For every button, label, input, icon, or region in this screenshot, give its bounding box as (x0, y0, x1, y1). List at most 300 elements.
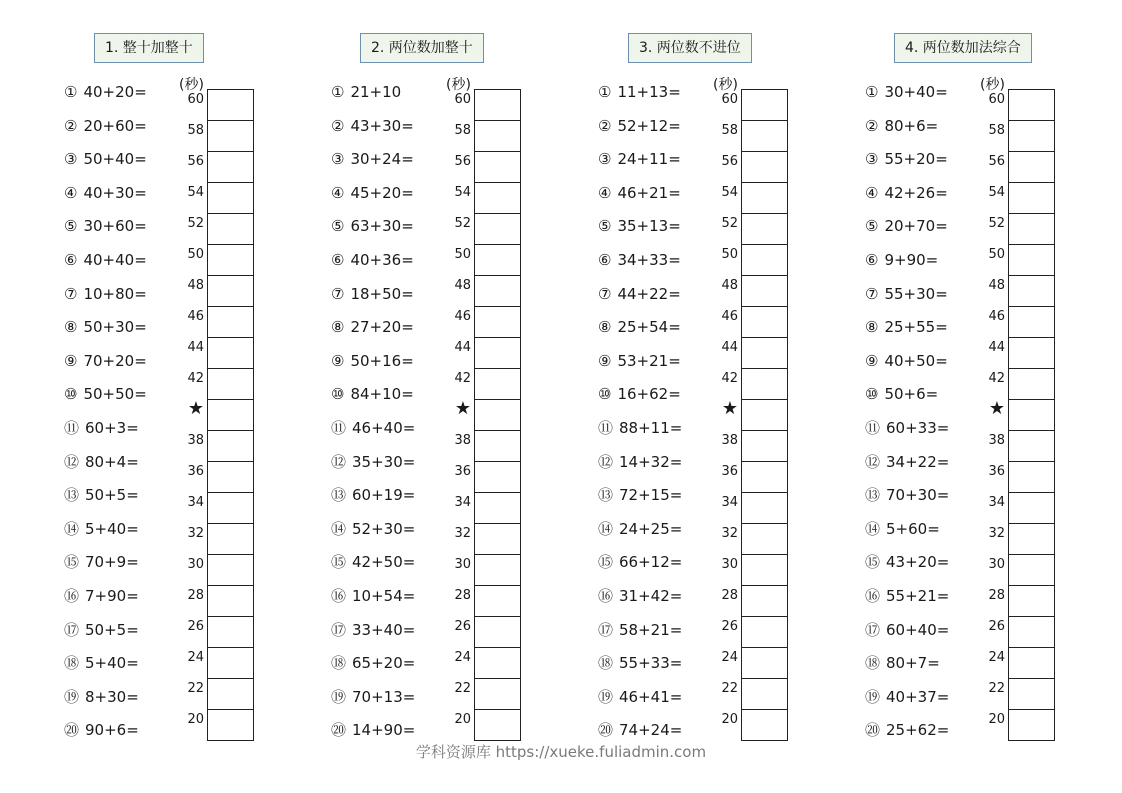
timer-box-cell (742, 152, 787, 183)
problem-expression: 70+30= (886, 486, 950, 505)
problem-expression: 40+36= (350, 251, 414, 269)
time-tick-label: 42 (988, 371, 1005, 386)
problem-number: ⑭ (865, 519, 881, 538)
timer-box-column (207, 89, 254, 741)
problem-row (64, 552, 139, 572)
time-tick-label: 46 (988, 309, 1005, 324)
time-tick-label: 54 (721, 185, 738, 200)
time-tick-label: 46 (721, 309, 738, 324)
problem-expression: 46+40= (352, 419, 416, 437)
problem-number: ⑰ (331, 620, 347, 639)
time-tick-label: 42 (187, 371, 204, 386)
problem-number: ⑰ (598, 620, 614, 639)
problem-row (865, 149, 948, 169)
problem-expression: 50+40= (83, 150, 147, 169)
problem-row (331, 485, 415, 505)
timer-box-cell (475, 679, 520, 710)
time-tick-label: 26 (187, 619, 204, 634)
problem-row (64, 149, 147, 169)
time-tick-label: 24 (988, 650, 1005, 665)
timer-box-cell (742, 710, 787, 741)
problem-expression: 20+70= (884, 217, 948, 236)
timer-box-cell (475, 338, 520, 369)
timer-box-cell (208, 90, 253, 121)
problem-row (64, 384, 147, 404)
problem-row (865, 452, 949, 472)
time-tick-label: 46 (454, 309, 471, 324)
problem-expression: 5+40= (85, 654, 139, 673)
timer-box-cell (208, 710, 253, 741)
problem-expression: 30+24= (350, 150, 414, 169)
problem-expression: 46+41= (619, 687, 683, 706)
timer-box-cell (475, 121, 520, 152)
time-tick-label: 22 (988, 681, 1005, 696)
timer-box-cell (208, 679, 253, 710)
problem-row (331, 653, 415, 673)
problem-expression: 46+21= (617, 183, 681, 202)
problem-row (865, 552, 949, 572)
time-tick-label: 32 (454, 526, 471, 541)
timer-box-cell (1009, 648, 1054, 679)
problem-expression: 42+26= (884, 183, 948, 202)
section-title: 1. 整十加整十 (94, 33, 204, 63)
problem-expression: 80+4= (85, 452, 139, 471)
problem-row (865, 284, 948, 304)
problem-expression: 43+20= (886, 553, 950, 572)
time-tick-label: 38 (988, 433, 1005, 448)
timer-box-cell (208, 307, 253, 338)
timer-box-cell (475, 431, 520, 462)
problem-expression: 50+6= (884, 385, 939, 404)
time-tick-label: 44 (454, 340, 471, 355)
star-marker-icon: ★ (721, 398, 738, 419)
problem-number: ⑰ (865, 620, 881, 639)
problem-number: ⑧ (331, 318, 345, 337)
time-tick-label: 50 (454, 247, 471, 262)
time-tick-label: 54 (988, 185, 1005, 200)
time-tick-label: 32 (187, 526, 204, 541)
time-tick-label: 52 (454, 216, 471, 231)
problem-row (64, 250, 147, 270)
problem-number: ⑦ (331, 284, 345, 303)
problem-number: ⑳ (598, 721, 614, 740)
problem-row (598, 317, 681, 337)
problem-row (865, 687, 949, 707)
problem-number: ⑦ (865, 284, 879, 303)
problem-row (331, 452, 415, 472)
problem-expression: 7+90= (85, 587, 139, 605)
problem-expression: 11+13= (617, 83, 681, 101)
problem-expression: 63+30= (350, 217, 414, 236)
problem-expression: 14+90= (352, 721, 416, 740)
problem-number: ④ (598, 183, 612, 202)
timer-box-cell (475, 524, 520, 555)
problem-expression: 45+20= (350, 183, 414, 202)
problem-number: ⑯ (64, 587, 80, 605)
problem-row (598, 351, 681, 371)
timer-box-cell (208, 245, 253, 276)
problem-row (598, 284, 681, 304)
problem-row (64, 485, 139, 505)
time-tick-label: 50 (988, 247, 1005, 262)
timer-box-cell (1009, 245, 1054, 276)
section-addition-tens (64, 0, 324, 760)
problem-number: ⑧ (64, 318, 78, 337)
problem-number: ⑩ (331, 385, 345, 404)
time-tick-label: 28 (988, 588, 1005, 603)
problem-row (64, 586, 139, 606)
problem-number: ⑥ (865, 251, 879, 269)
timer-box-cell (1009, 400, 1054, 431)
timer-box-cell (742, 431, 787, 462)
timer-box-column (474, 89, 521, 741)
timer-box-cell (475, 214, 520, 245)
problem-expression: 33+40= (352, 620, 416, 639)
problem-expression: 55+33= (619, 654, 683, 673)
problem-number: ⑱ (331, 654, 347, 673)
time-tick-label: 42 (721, 371, 738, 386)
problem-number: ⑯ (865, 587, 881, 605)
problem-row (865, 116, 938, 136)
timer-box-cell (208, 276, 253, 307)
problem-row (331, 82, 401, 102)
problem-row (598, 485, 682, 505)
time-tick-label: 36 (454, 464, 471, 479)
time-tick-label: 50 (187, 247, 204, 262)
problem-row (598, 586, 682, 606)
time-tick-label: 56 (454, 154, 471, 169)
timer-box-cell (742, 369, 787, 400)
problem-number: ③ (865, 150, 879, 169)
timer-box-cell (1009, 555, 1054, 586)
section-title: 4. 两位数加法综合 (894, 33, 1032, 63)
problem-expression: 60+3= (85, 419, 139, 437)
time-tick-label: 58 (454, 123, 471, 138)
problem-number: ⑨ (598, 351, 612, 370)
time-tick-label: 58 (187, 123, 204, 138)
timer-box-cell (1009, 710, 1054, 741)
problem-row (64, 351, 147, 371)
problem-row (331, 149, 414, 169)
problem-row (331, 351, 414, 371)
problem-number: ⑧ (865, 318, 879, 337)
timer-box-cell (475, 245, 520, 276)
timer-box-cell (1009, 369, 1054, 400)
problem-expression: 55+20= (884, 150, 948, 169)
time-tick-label: 60 (721, 92, 738, 107)
problem-expression: 30+60= (83, 217, 147, 236)
section-title: 3. 两位数不进位 (628, 33, 752, 63)
problem-number: ⑬ (64, 486, 80, 505)
problem-expression: 42+50= (352, 553, 416, 572)
seconds-unit-label: (秒) (446, 77, 471, 93)
problem-row (64, 620, 139, 640)
problem-expression: 50+30= (83, 318, 147, 337)
time-tick-label: 24 (187, 650, 204, 665)
problem-number: ⑫ (865, 452, 881, 471)
problem-row (598, 519, 682, 539)
problem-expression: 50+5= (85, 620, 139, 639)
problem-row (865, 82, 948, 102)
timer-box-cell (1009, 183, 1054, 214)
section-two-digit-no-carry (598, 0, 858, 760)
section-title: 2. 两位数加整十 (360, 33, 484, 63)
timer-box-cell (208, 493, 253, 524)
problem-number: ⑭ (331, 519, 347, 538)
timer-box-cell (1009, 493, 1054, 524)
timer-box-cell (475, 90, 520, 121)
problem-expression: 16+62= (617, 385, 681, 404)
problem-row (865, 351, 948, 371)
problem-expression: 30+40= (884, 83, 948, 101)
time-tick-label: 30 (187, 557, 204, 572)
time-tick-label: 58 (721, 123, 738, 138)
time-tick-label: 34 (721, 495, 738, 510)
problem-row (331, 586, 415, 606)
time-tick-label: 24 (721, 650, 738, 665)
problem-expression: 18+50= (350, 284, 414, 303)
problem-row (865, 519, 940, 539)
time-tick-label: 52 (187, 216, 204, 231)
problem-number: ④ (865, 183, 879, 202)
problem-number: ⑱ (598, 654, 614, 673)
problem-number: ⑨ (865, 351, 879, 370)
problem-expression: 60+40= (886, 620, 950, 639)
timer-box-cell (475, 369, 520, 400)
problem-row (598, 82, 681, 102)
problem-expression: 35+30= (352, 452, 416, 471)
problem-number: ⑳ (64, 721, 80, 740)
time-tick-label: 36 (721, 464, 738, 479)
problem-expression: 60+33= (886, 419, 950, 437)
problem-number: ⑫ (64, 452, 80, 471)
problem-expression: 80+6= (884, 116, 939, 135)
problem-row (865, 418, 949, 438)
seconds-unit-label: (秒) (980, 77, 1005, 93)
problem-number: ② (865, 116, 879, 135)
time-tick-label: 28 (454, 588, 471, 603)
problem-row (331, 519, 415, 539)
timer-box-cell (475, 462, 520, 493)
timer-box-cell (475, 183, 520, 214)
time-tick-label: 20 (187, 712, 204, 727)
problem-number: ⑲ (865, 687, 881, 706)
problem-number: ⑪ (331, 419, 347, 437)
problem-expression: 25+54= (617, 318, 681, 337)
problem-number: ⑥ (331, 251, 345, 269)
problem-row (64, 183, 147, 203)
star-marker-icon: ★ (187, 398, 204, 419)
timer-box-cell (742, 276, 787, 307)
time-tick-label: 60 (187, 92, 204, 107)
problem-row (865, 586, 949, 606)
timer-box-cell (742, 648, 787, 679)
problem-number: ⑮ (331, 553, 347, 572)
problem-number: ② (598, 116, 612, 135)
problem-expression: 31+42= (619, 587, 683, 605)
problem-expression: 10+80= (83, 284, 147, 303)
time-tick-label: 20 (721, 712, 738, 727)
time-tick-label: 30 (721, 557, 738, 572)
problem-number: ⑬ (865, 486, 881, 505)
time-tick-label: 26 (454, 619, 471, 634)
timer-box-cell (475, 617, 520, 648)
time-tick-label: 54 (187, 185, 204, 200)
problem-row (598, 149, 681, 169)
problem-expression: 58+21= (619, 620, 683, 639)
problem-row (865, 720, 949, 740)
problem-row (598, 653, 682, 673)
problem-expression: 65+20= (352, 654, 416, 673)
time-tick-label: 54 (454, 185, 471, 200)
problem-number: ⑨ (64, 351, 78, 370)
problem-expression: 8+30= (85, 687, 139, 706)
problem-row (64, 216, 147, 236)
problem-number: ⑩ (64, 385, 78, 404)
problem-number: ④ (64, 183, 78, 202)
timer-box-cell (742, 90, 787, 121)
problem-number: ⑩ (598, 385, 612, 404)
problem-number: ⑲ (64, 687, 80, 706)
problem-number: ⑤ (598, 217, 612, 236)
timer-box-cell (1009, 617, 1054, 648)
timer-box-cell (1009, 524, 1054, 555)
problem-expression: 21+10 (350, 83, 402, 101)
problem-row (64, 418, 139, 438)
time-tick-label: 44 (988, 340, 1005, 355)
problem-expression: 5+40= (85, 519, 139, 538)
problem-number: ⑪ (598, 419, 614, 437)
timer-box-cell (742, 400, 787, 431)
problem-number: ③ (64, 150, 78, 169)
problem-row (331, 418, 415, 438)
time-tick-label: 48 (988, 278, 1005, 293)
problem-expression: 24+11= (617, 150, 681, 169)
problem-number: ⑯ (331, 587, 347, 605)
time-tick-label: 48 (187, 278, 204, 293)
timer-box-cell (475, 648, 520, 679)
time-tick-label: 34 (988, 495, 1005, 510)
seconds-unit-label: (秒) (713, 77, 738, 93)
problem-expression: 84+10= (350, 385, 414, 404)
problem-number: ⑲ (598, 687, 614, 706)
time-tick-label: 30 (454, 557, 471, 572)
problem-row (865, 620, 949, 640)
problem-number: ⑤ (331, 217, 345, 236)
timer-box-cell (208, 524, 253, 555)
time-tick-label: 56 (187, 154, 204, 169)
problem-expression: 66+12= (619, 553, 683, 572)
problem-number: ③ (598, 150, 612, 169)
problem-expression: 10+54= (352, 587, 416, 605)
problem-number: ⑩ (865, 385, 879, 404)
problem-expression: 44+22= (617, 284, 681, 303)
time-tick-label: 26 (721, 619, 738, 634)
timer-box-cell (1009, 214, 1054, 245)
timer-box-cell (742, 307, 787, 338)
problem-row (598, 183, 681, 203)
problem-row (331, 250, 414, 270)
timer-box-cell (742, 121, 787, 152)
problem-expression: 40+30= (83, 183, 147, 202)
problem-number: ⑥ (598, 251, 612, 269)
time-tick-label: 28 (721, 588, 738, 603)
timer-box-cell (475, 276, 520, 307)
problem-number: ⑰ (64, 620, 80, 639)
problem-number: ⑭ (64, 519, 80, 538)
timer-box-column (1008, 89, 1055, 741)
timer-box-cell (475, 152, 520, 183)
problem-expression: 53+21= (617, 351, 681, 370)
problem-number: ⑲ (331, 687, 347, 706)
problem-row (598, 250, 681, 270)
timer-box-cell (742, 493, 787, 524)
problem-number: ① (331, 83, 345, 101)
time-tick-label: 56 (988, 154, 1005, 169)
problem-row (331, 620, 415, 640)
timer-box-cell (208, 462, 253, 493)
problem-row (64, 317, 147, 337)
problem-number: ③ (331, 150, 345, 169)
problem-number: ⑳ (865, 721, 881, 740)
problem-number: ⑪ (865, 419, 881, 437)
problem-row (64, 452, 139, 472)
problem-expression: 70+13= (352, 687, 416, 706)
timer-box-cell (1009, 431, 1054, 462)
problem-number: ⑦ (64, 284, 78, 303)
problem-row (598, 687, 682, 707)
timer-box-cell (742, 338, 787, 369)
problem-expression: 70+20= (83, 351, 147, 370)
problem-row (598, 418, 682, 438)
problem-row (64, 687, 139, 707)
timer-box-cell (1009, 152, 1054, 183)
problem-row (331, 116, 414, 136)
problem-row (64, 653, 139, 673)
problem-expression: 34+22= (886, 452, 950, 471)
time-tick-label: 52 (721, 216, 738, 231)
problem-number: ⑬ (331, 486, 347, 505)
problem-row (331, 216, 414, 236)
time-tick-label: 24 (454, 650, 471, 665)
problem-row (865, 384, 938, 404)
problem-row (331, 317, 414, 337)
problem-number: ⑪ (64, 419, 80, 437)
timer-box-column (741, 89, 788, 741)
problem-row (331, 284, 414, 304)
problem-expression: 40+40= (83, 251, 147, 269)
problem-row (64, 519, 139, 539)
time-tick-label: 58 (988, 123, 1005, 138)
problem-row (331, 720, 415, 740)
problem-row (865, 216, 948, 236)
problem-expression: 74+24= (619, 721, 683, 740)
timer-box-cell (475, 400, 520, 431)
time-tick-label: 38 (454, 433, 471, 448)
problem-number: ⑮ (865, 553, 881, 572)
timer-box-cell (1009, 121, 1054, 152)
problem-expression: 50+5= (85, 486, 139, 505)
problem-number: ⑱ (64, 654, 80, 673)
time-tick-label: 60 (988, 92, 1005, 107)
time-tick-label: 48 (721, 278, 738, 293)
timer-box-cell (1009, 586, 1054, 617)
problem-expression: 52+30= (352, 519, 416, 538)
problem-number: ⑥ (64, 251, 78, 269)
problem-row (865, 317, 948, 337)
timer-box-cell (1009, 90, 1054, 121)
star-marker-icon: ★ (454, 398, 471, 419)
